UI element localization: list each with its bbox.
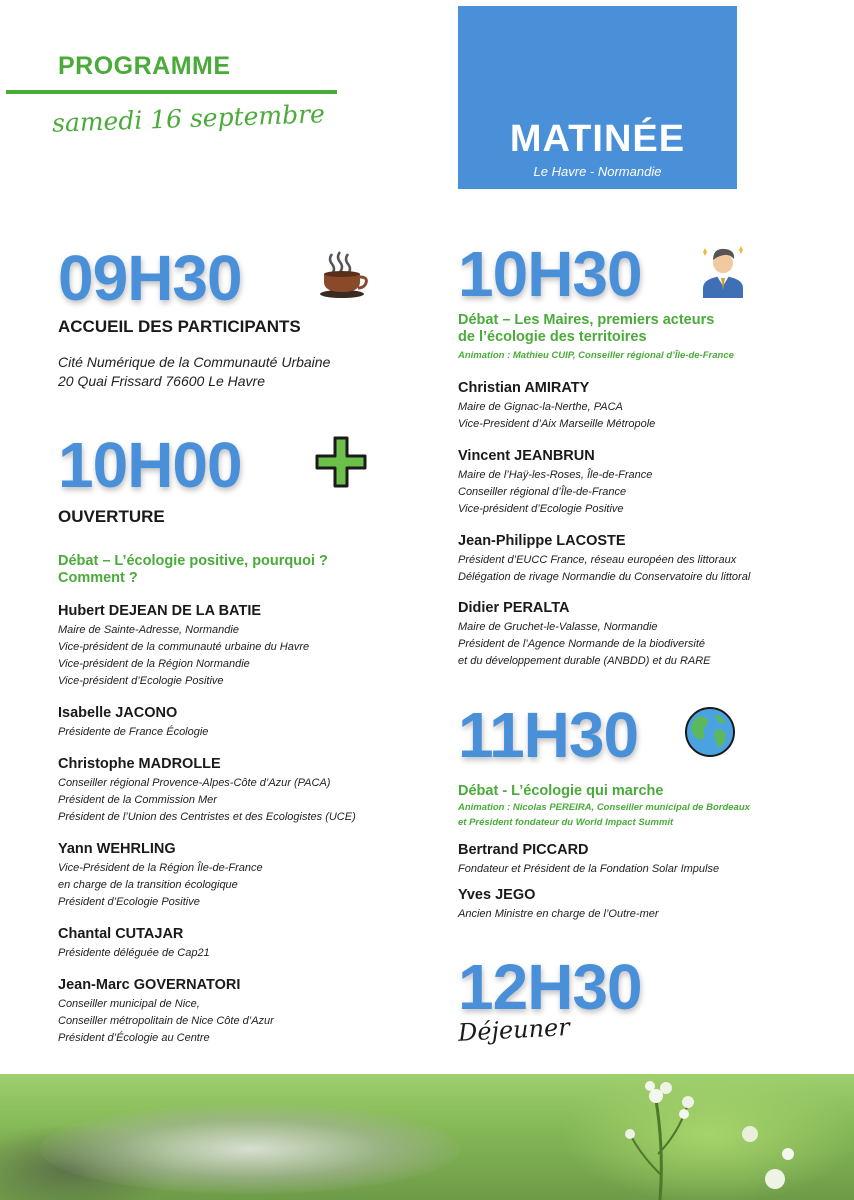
address-line: Cité Numérique de la Communauté Urbaine (58, 354, 331, 370)
speaker-role: Président de l’Union des Centristes et des Ecologistes (UCE) (58, 811, 356, 823)
speaker-cutajar (58, 926, 210, 962)
speaker-peralta (458, 600, 711, 670)
businessman-icon (700, 244, 746, 303)
speaker-amiraty (458, 380, 655, 433)
animation-line: et Président fondateur du World Impact Summit (458, 817, 674, 828)
speaker-name: Isabelle JACONO (58, 705, 178, 721)
animation-line: Animation : Nicolas PEREIRA, Conseiller municipal de Bordeaux (458, 802, 750, 813)
speaker-role: Maire de Gruchet-le-Valasse, Normandie (458, 621, 658, 633)
speaker-madrolle (58, 756, 356, 826)
time-1230: 12H30 (458, 951, 642, 1023)
speaker-role: Vice-President d’Aix Marseille Métropole (458, 418, 656, 430)
speaker-piccard (458, 842, 719, 878)
speaker-role: Vice-président d’Ecologie Positive (458, 503, 624, 515)
speaker-name: Hubert DEJEAN DE LA BATIE (58, 603, 262, 619)
speaker-role: Conseiller municipal de Nice, (58, 998, 200, 1010)
heading-ouverture: OUVERTURE (58, 507, 165, 526)
speaker-lacoste (458, 533, 750, 586)
speaker-role: en charge de la transition écologique (58, 879, 238, 891)
venue-address (58, 353, 330, 391)
speaker-name: Vincent JEANBRUN (458, 448, 595, 464)
speaker-role: Président de l’Agence Normande de la biodiversité (458, 638, 706, 650)
speaker-role: Maire de Sainte-Adresse, Normandie (58, 624, 239, 636)
nature-photo (0, 1074, 854, 1200)
heading-accueil: ACCUEIL DES PARTICIPANTS (58, 317, 301, 336)
speaker-name: Bertrand PICCARD (458, 842, 589, 858)
speaker-role: Ancien Ministre en charge de l’Outre-mer (458, 908, 659, 920)
address-line: 20 Quai Frissard 76600 Le Havre (58, 373, 265, 389)
speaker-role: Présidente déléguée de Cap21 (58, 947, 210, 959)
speaker-name: Jean-Marc GOVERNATORI (58, 977, 241, 993)
speaker-role: Président de la Commission Mer (58, 794, 217, 806)
speaker-role: Président d’EUCC France, réseau européen des littoraux (458, 554, 737, 566)
debate-title-1030 (458, 312, 714, 346)
programme-underline (6, 90, 337, 94)
speaker-role: Vice-Président de la Région Île-de-France (58, 862, 263, 874)
speaker-role: Maire de Gignac-la-Nerthe, PACA (458, 401, 623, 413)
animation-1130 (458, 800, 750, 830)
speaker-role: Maire de l’Haÿ-les-Roses, Île-de-France (458, 469, 653, 481)
debate-title-1000 (58, 553, 328, 587)
session-banner (458, 6, 737, 189)
speaker-jeanbrun (458, 448, 652, 518)
speaker-role: Vice-président d’Ecologie Positive (58, 675, 224, 687)
time-0930: 09H30 (58, 242, 242, 314)
session-title: MATINÉE (509, 118, 686, 160)
photo-blur (40, 1104, 460, 1194)
speaker-role: Vice-président de la communauté urbaine du Havre (58, 641, 310, 653)
speaker-jego (458, 887, 659, 923)
speaker-role: Conseiller régional Provence-Alpes-Côte d’Azur (PACA) (58, 777, 331, 789)
time-1000: 10H00 (58, 429, 242, 501)
speaker-name: Christophe MADROLLE (58, 756, 221, 772)
debate-line: Débat – L’écologie positive, pourquoi ? (58, 553, 328, 569)
plus-icon (314, 435, 368, 494)
speaker-role: Conseiller métropolitain de Nice Côte d’Azur (58, 1015, 274, 1027)
time-1030: 10H30 (458, 238, 642, 310)
debate-line: Débat – Les Maires, premiers acteurs (458, 312, 715, 328)
earth-globe-icon (684, 706, 736, 763)
time-1130: 11H30 (458, 699, 639, 771)
session-location: Le Havre - Normandie (533, 164, 662, 179)
speaker-name: Chantal CUTAJAR (58, 926, 184, 942)
speaker-role: Présidente de France Écologie (58, 726, 209, 738)
coffee-cup-icon (318, 250, 370, 303)
speaker-role: Président d’Ecologie Positive (58, 896, 200, 908)
speaker-name: Christian AMIRATY (458, 380, 590, 396)
speaker-name: Yves JEGO (458, 887, 536, 903)
debate-line: de l’écologie des territoires (458, 329, 647, 345)
speaker-dejean (58, 603, 309, 690)
animation-1030: Animation : Mathieu CUIP, Conseiller régional d’Île-de-France (458, 350, 734, 361)
speaker-wehrling (58, 841, 263, 911)
speaker-role: Fondateur et Président de la Fondation Solar Impulse (458, 863, 720, 875)
lunch-label: Déjeuner (457, 1013, 571, 1047)
speaker-role: Président d’Écologie au Centre (58, 1032, 210, 1044)
debate-title-1130: Débat - L’écologie qui marche (458, 783, 664, 799)
speaker-name: Jean-Philippe LACOSTE (458, 533, 626, 549)
speaker-jacono (58, 705, 208, 741)
speaker-role: et du développement durable (ANBDD) et du RARE (458, 655, 711, 667)
speaker-role: Vice-président de la Région Normandie (58, 658, 250, 670)
speaker-role: Conseiller régional d’Île-de-France (458, 486, 627, 498)
speaker-governatori (58, 977, 274, 1047)
flower-illustration (600, 1074, 800, 1200)
speaker-name: Didier PERALTA (458, 600, 570, 616)
programme-title: PROGRAMME (58, 52, 231, 80)
programme-date: samedi 16 septembre (51, 99, 326, 138)
speaker-role: Délégation de rivage Normandie du Conservatoire du littoral (458, 571, 751, 583)
speaker-name: Yann WEHRLING (58, 841, 176, 857)
debate-line: Comment ? (58, 570, 138, 586)
